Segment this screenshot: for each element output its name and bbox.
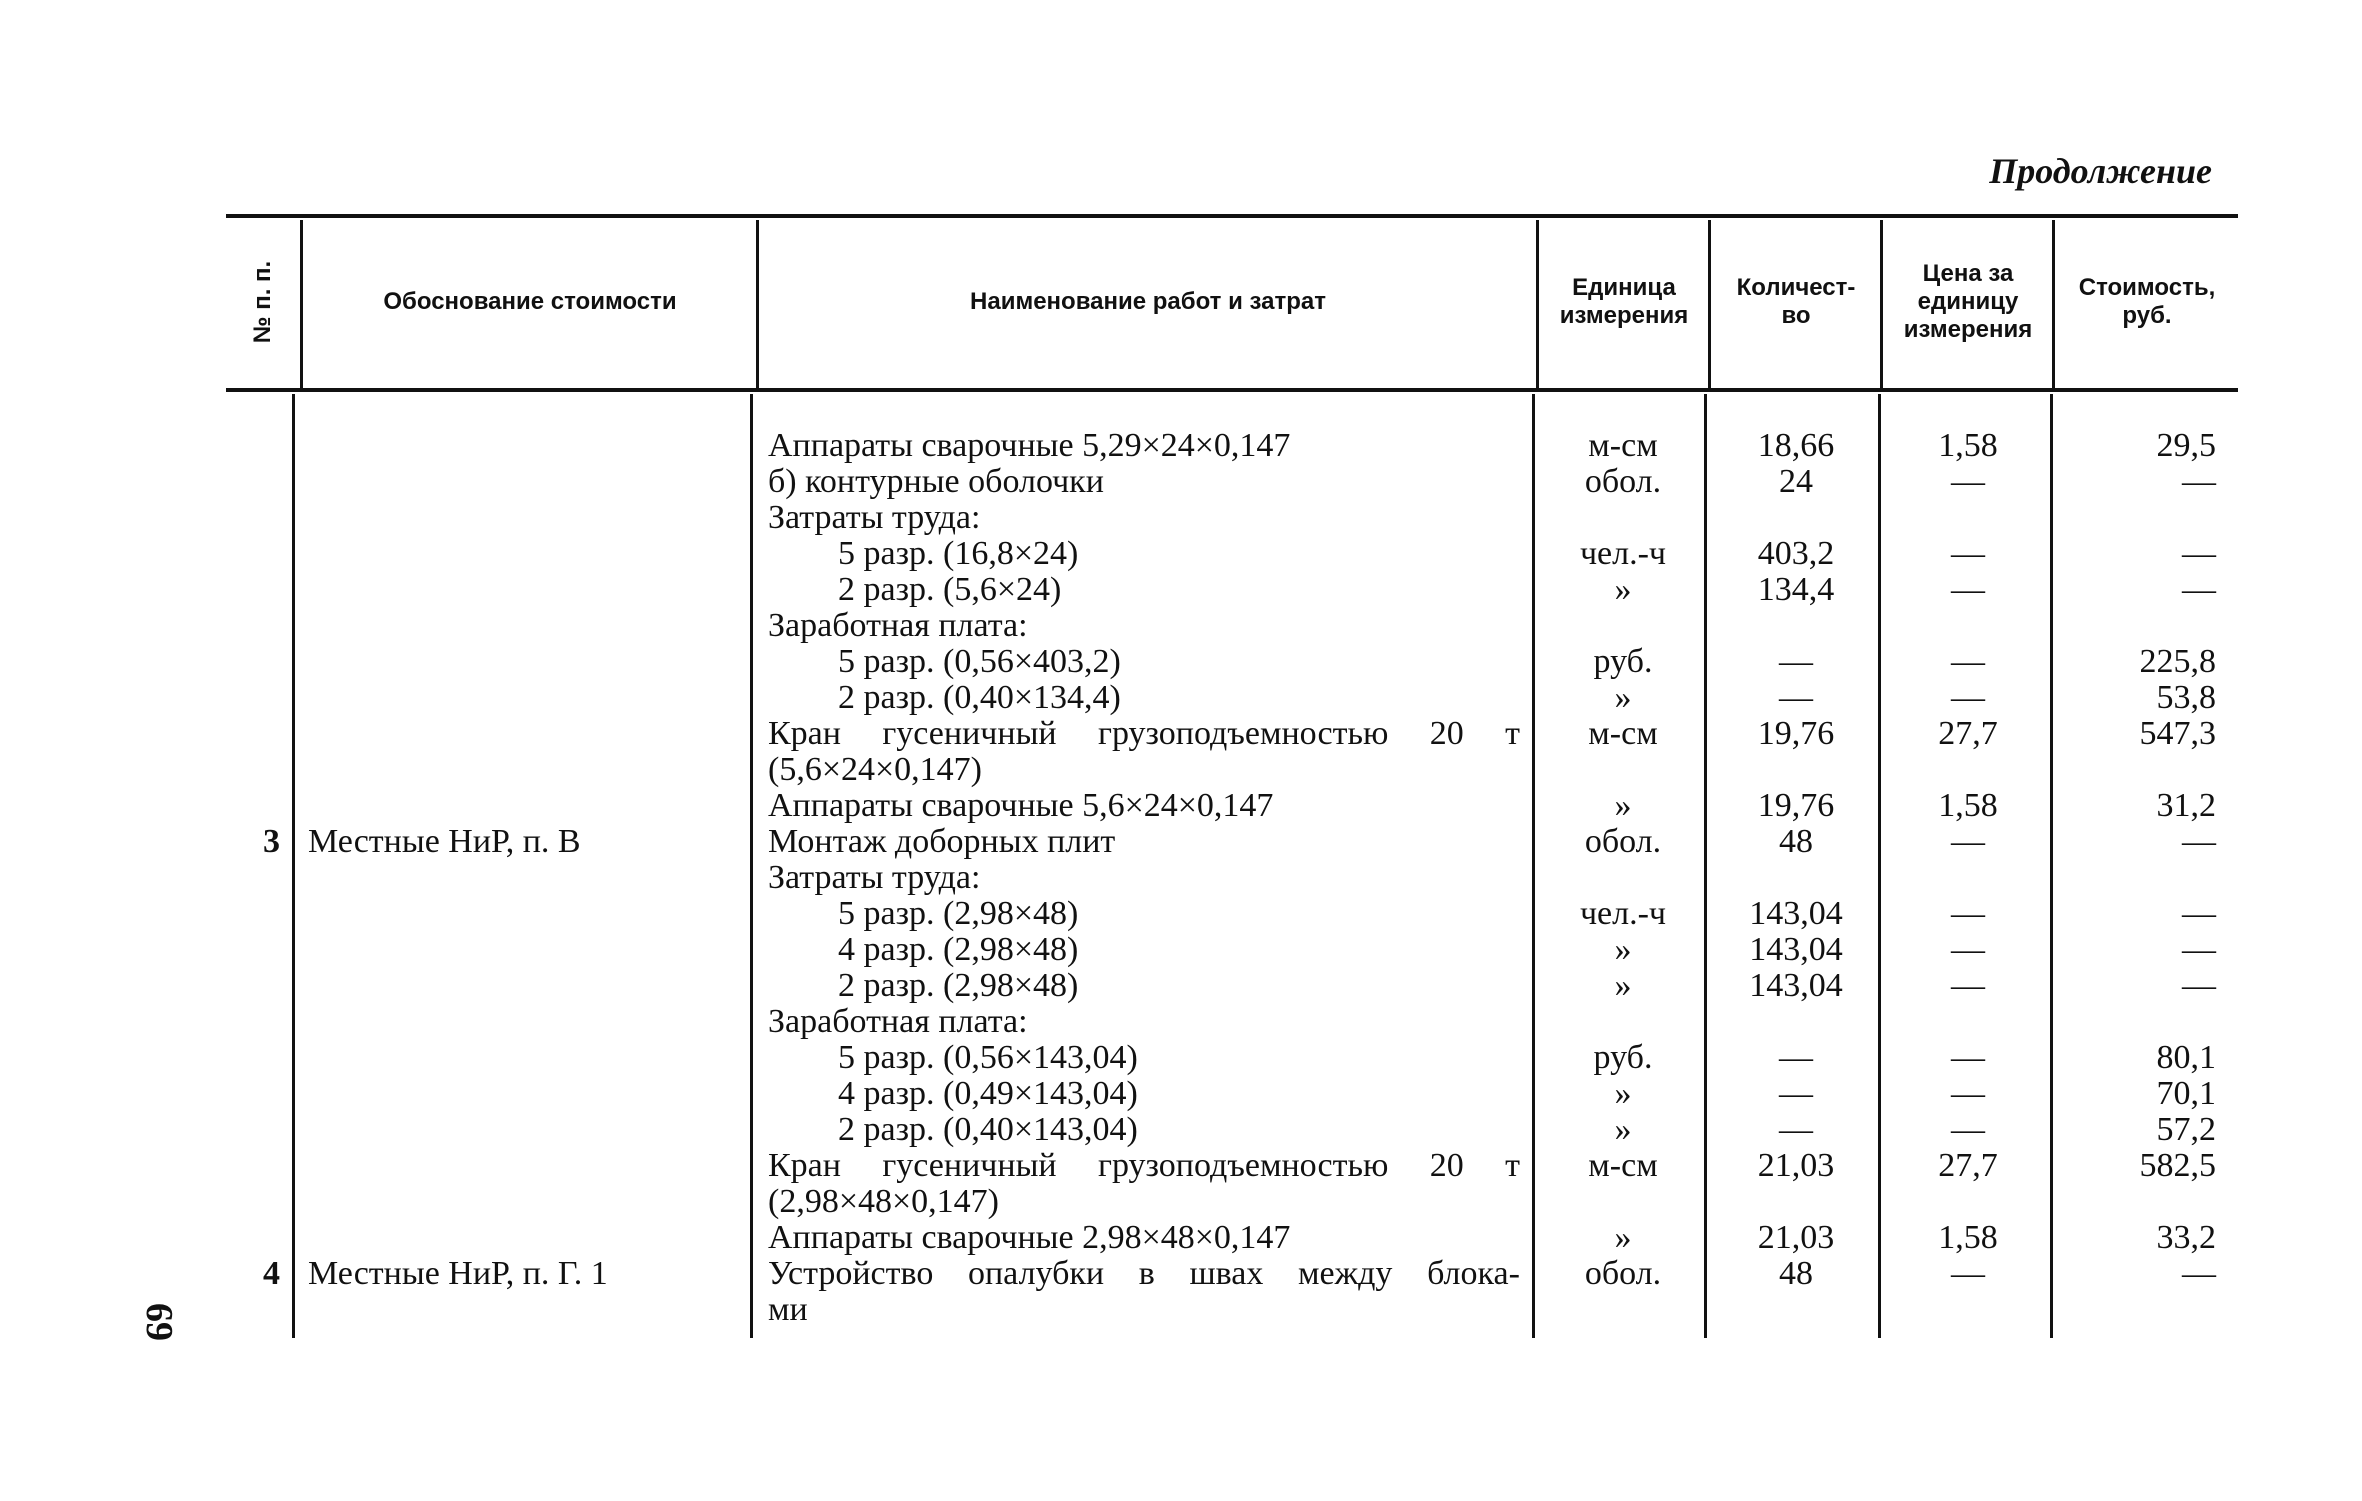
unit-price: — <box>1951 1255 1985 1292</box>
work-description: б) контурные оболочки <box>768 463 1104 500</box>
header-qty: Количест-во <box>1736 274 1856 329</box>
cost-value: 31,2 <box>2156 787 2216 824</box>
table-row <box>0 752 2362 788</box>
table-row <box>0 1220 2362 1256</box>
quantity: 134,4 <box>1757 571 1835 608</box>
header-price: Цена за единицу измерения <box>1903 260 2033 343</box>
desc-word: швах <box>1189 1255 1264 1292</box>
cost-value: 582,5 <box>2139 1147 2216 1184</box>
cost-value: 33,2 <box>2156 1219 2216 1256</box>
work-description: Заработная плата: <box>768 1003 1028 1040</box>
desc-word: т <box>1505 1147 1520 1184</box>
cost-value: 57,2 <box>2156 1111 2216 1148</box>
work-description: 5 разр. (0,56×403,2) <box>838 643 1121 680</box>
desc-word: в <box>1138 1255 1155 1292</box>
cost-value: 70,1 <box>2156 1075 2216 1112</box>
unit-price: — <box>1951 931 1985 968</box>
table-row <box>0 428 2362 464</box>
unit-price: — <box>1951 895 1985 932</box>
unit-price: — <box>1951 463 1985 500</box>
desc-word: Устройство <box>768 1255 934 1292</box>
desc-word: гусеничный <box>882 715 1057 752</box>
unit-of-measure: » <box>1614 679 1632 716</box>
work-description: Аппараты сварочные 5,6×24×0,147 <box>768 787 1274 824</box>
work-description: 5 разр. (0,56×143,04) <box>838 1039 1138 1076</box>
cost-value: 547,3 <box>2139 715 2216 752</box>
work-description: Аппараты сварочные 2,98×48×0,147 <box>768 1219 1291 1256</box>
work-description: Затраты труда: <box>768 859 981 896</box>
unit-price: 27,7 <box>1938 1147 1998 1184</box>
table-row <box>0 896 2362 932</box>
work-description <box>768 716 1520 752</box>
unit-price: — <box>1951 535 1985 572</box>
quantity: 21,03 <box>1757 1147 1835 1184</box>
table-row <box>0 464 2362 500</box>
quantity: 24 <box>1779 463 1813 500</box>
cost-basis: Местные НиР, п. Г. 1 <box>308 1255 608 1292</box>
cost-value: — <box>2182 1255 2216 1292</box>
work-description: ми <box>768 1291 808 1328</box>
quantity: 143,04 <box>1749 895 1843 932</box>
quantity: — <box>1779 679 1813 716</box>
top-rule <box>226 214 2238 218</box>
cost-value: — <box>2182 895 2216 932</box>
row-number: 4 <box>263 1255 280 1292</box>
header-unit: Единица измерения <box>1559 274 1689 329</box>
desc-word: опалубки <box>967 1255 1105 1292</box>
table-row <box>0 1040 2362 1076</box>
unit-of-measure: чел.-ч <box>1579 895 1667 932</box>
quantity: — <box>1779 1039 1813 1076</box>
header-name: Наименование работ и затрат <box>970 288 1326 315</box>
desc-word: т <box>1505 715 1520 752</box>
header-basis: Обоснование стоимости <box>383 288 677 315</box>
cost-value: 53,8 <box>2156 679 2216 716</box>
unit-price: — <box>1951 679 1985 716</box>
table-row <box>0 1148 2362 1184</box>
header-num: № п. п. <box>249 260 277 344</box>
table-row <box>0 1076 2362 1112</box>
unit-price: — <box>1951 823 1985 860</box>
work-description: (2,98×48×0,147) <box>768 1183 999 1220</box>
quantity: 48 <box>1779 1255 1813 1292</box>
unit-of-measure: руб. <box>1593 1039 1653 1076</box>
desc-word: Кран <box>768 715 841 752</box>
unit-of-measure: обол. <box>1584 1255 1662 1292</box>
col-line-2-header <box>756 220 759 388</box>
table-row <box>0 1184 2362 1220</box>
work-description: 2 разр. (2,98×48) <box>838 967 1079 1004</box>
cost-value: — <box>2182 571 2216 608</box>
desc-word: 20 <box>1429 1147 1464 1184</box>
work-description: Монтаж доборных плит <box>768 823 1116 860</box>
table-row <box>0 644 2362 680</box>
cost-value: 80,1 <box>2156 1039 2216 1076</box>
unit-price: — <box>1951 967 1985 1004</box>
work-description: (5,6×24×0,147) <box>768 751 982 788</box>
quantity: 48 <box>1779 823 1813 860</box>
page-number: 69 <box>138 1303 180 1341</box>
table-row <box>0 860 2362 896</box>
work-description: 2 разр. (0,40×134,4) <box>838 679 1121 716</box>
quantity: — <box>1779 1075 1813 1112</box>
cost-basis: Местные НиР, п. В <box>308 823 581 860</box>
table-row <box>0 500 2362 536</box>
cost-value: — <box>2182 931 2216 968</box>
table-row <box>0 968 2362 1004</box>
unit-of-measure: » <box>1614 1075 1632 1112</box>
continued-label: Продолжение <box>1989 151 2212 191</box>
unit-price: — <box>1951 1075 1985 1112</box>
quantity: 143,04 <box>1749 967 1843 1004</box>
cost-value: 225,8 <box>2139 643 2216 680</box>
cost-value: 29,5 <box>2156 427 2216 464</box>
quantity: 18,66 <box>1757 427 1835 464</box>
desc-word: Кран <box>768 1147 841 1184</box>
unit-price: — <box>1951 643 1985 680</box>
table-row <box>0 536 2362 572</box>
col-line-3-header <box>1536 220 1539 388</box>
work-description: 4 разр. (2,98×48) <box>838 931 1079 968</box>
col-line-4-header <box>1708 220 1711 388</box>
quantity: 19,76 <box>1757 787 1835 824</box>
desc-word: блока- <box>1427 1255 1520 1292</box>
work-description: 2 разр. (0,40×143,04) <box>838 1111 1138 1148</box>
quantity: — <box>1779 1111 1813 1148</box>
work-description: 5 разр. (16,8×24) <box>838 535 1079 572</box>
table-row <box>0 788 2362 824</box>
col-line-1-header <box>300 220 303 388</box>
unit-price: — <box>1951 1111 1985 1148</box>
unit-of-measure: м-см <box>1588 1147 1658 1184</box>
unit-price: — <box>1951 571 1985 608</box>
work-description <box>768 1148 1520 1184</box>
table-row <box>0 932 2362 968</box>
unit-of-measure: обол. <box>1584 823 1662 860</box>
work-description: 2 разр. (5,6×24) <box>838 571 1062 608</box>
work-description: Затраты труда: <box>768 499 981 536</box>
unit-price: 27,7 <box>1938 715 1998 752</box>
desc-word: 20 <box>1429 715 1464 752</box>
work-description: Заработная плата: <box>768 607 1028 644</box>
quantity: 403,2 <box>1757 535 1835 572</box>
table-row <box>0 1004 2362 1040</box>
work-description: 4 разр. (0,49×143,04) <box>838 1075 1138 1112</box>
unit-price: 1,58 <box>1938 787 1998 824</box>
unit-of-measure: » <box>1614 787 1632 824</box>
unit-of-measure: м-см <box>1588 715 1658 752</box>
table-row <box>0 824 2362 860</box>
table-row <box>0 572 2362 608</box>
cost-value: — <box>2182 967 2216 1004</box>
header-rule <box>226 388 2238 392</box>
table-row <box>0 608 2362 644</box>
table-row <box>0 716 2362 752</box>
desc-word: между <box>1298 1255 1393 1292</box>
table-row <box>0 1292 2362 1328</box>
table-row <box>0 680 2362 716</box>
cost-value: — <box>2182 463 2216 500</box>
quantity: 19,76 <box>1757 715 1835 752</box>
table-row <box>0 1112 2362 1148</box>
unit-of-measure: » <box>1614 967 1632 1004</box>
unit-price: — <box>1951 1039 1985 1076</box>
work-description: 5 разр. (2,98×48) <box>838 895 1079 932</box>
quantity: 143,04 <box>1749 931 1843 968</box>
work-description <box>768 1256 1520 1292</box>
table-row <box>0 1256 2362 1292</box>
work-description: Аппараты сварочные 5,29×24×0,147 <box>768 427 1291 464</box>
desc-word: грузоподъемностью <box>1098 715 1389 752</box>
unit-of-measure: » <box>1614 1219 1632 1256</box>
cost-value: — <box>2182 823 2216 860</box>
col-line-5-header <box>1880 220 1883 388</box>
desc-word: грузоподъемностью <box>1098 1147 1389 1184</box>
header-cost: Стоимость, руб. <box>2078 274 2216 329</box>
unit-of-measure: » <box>1614 1111 1632 1148</box>
cost-value: — <box>2182 535 2216 572</box>
desc-word: гусеничный <box>882 1147 1057 1184</box>
quantity: — <box>1779 643 1813 680</box>
unit-of-measure: обол. <box>1584 463 1662 500</box>
unit-of-measure: чел.-ч <box>1579 535 1667 572</box>
unit-price: 1,58 <box>1938 427 1998 464</box>
quantity: 21,03 <box>1757 1219 1835 1256</box>
row-number: 3 <box>263 823 280 860</box>
unit-of-measure: руб. <box>1593 643 1653 680</box>
unit-of-measure: » <box>1614 931 1632 968</box>
col-line-6-header <box>2052 220 2055 388</box>
unit-of-measure: м-см <box>1588 427 1658 464</box>
unit-of-measure: » <box>1614 571 1632 608</box>
unit-price: 1,58 <box>1938 1219 1998 1256</box>
